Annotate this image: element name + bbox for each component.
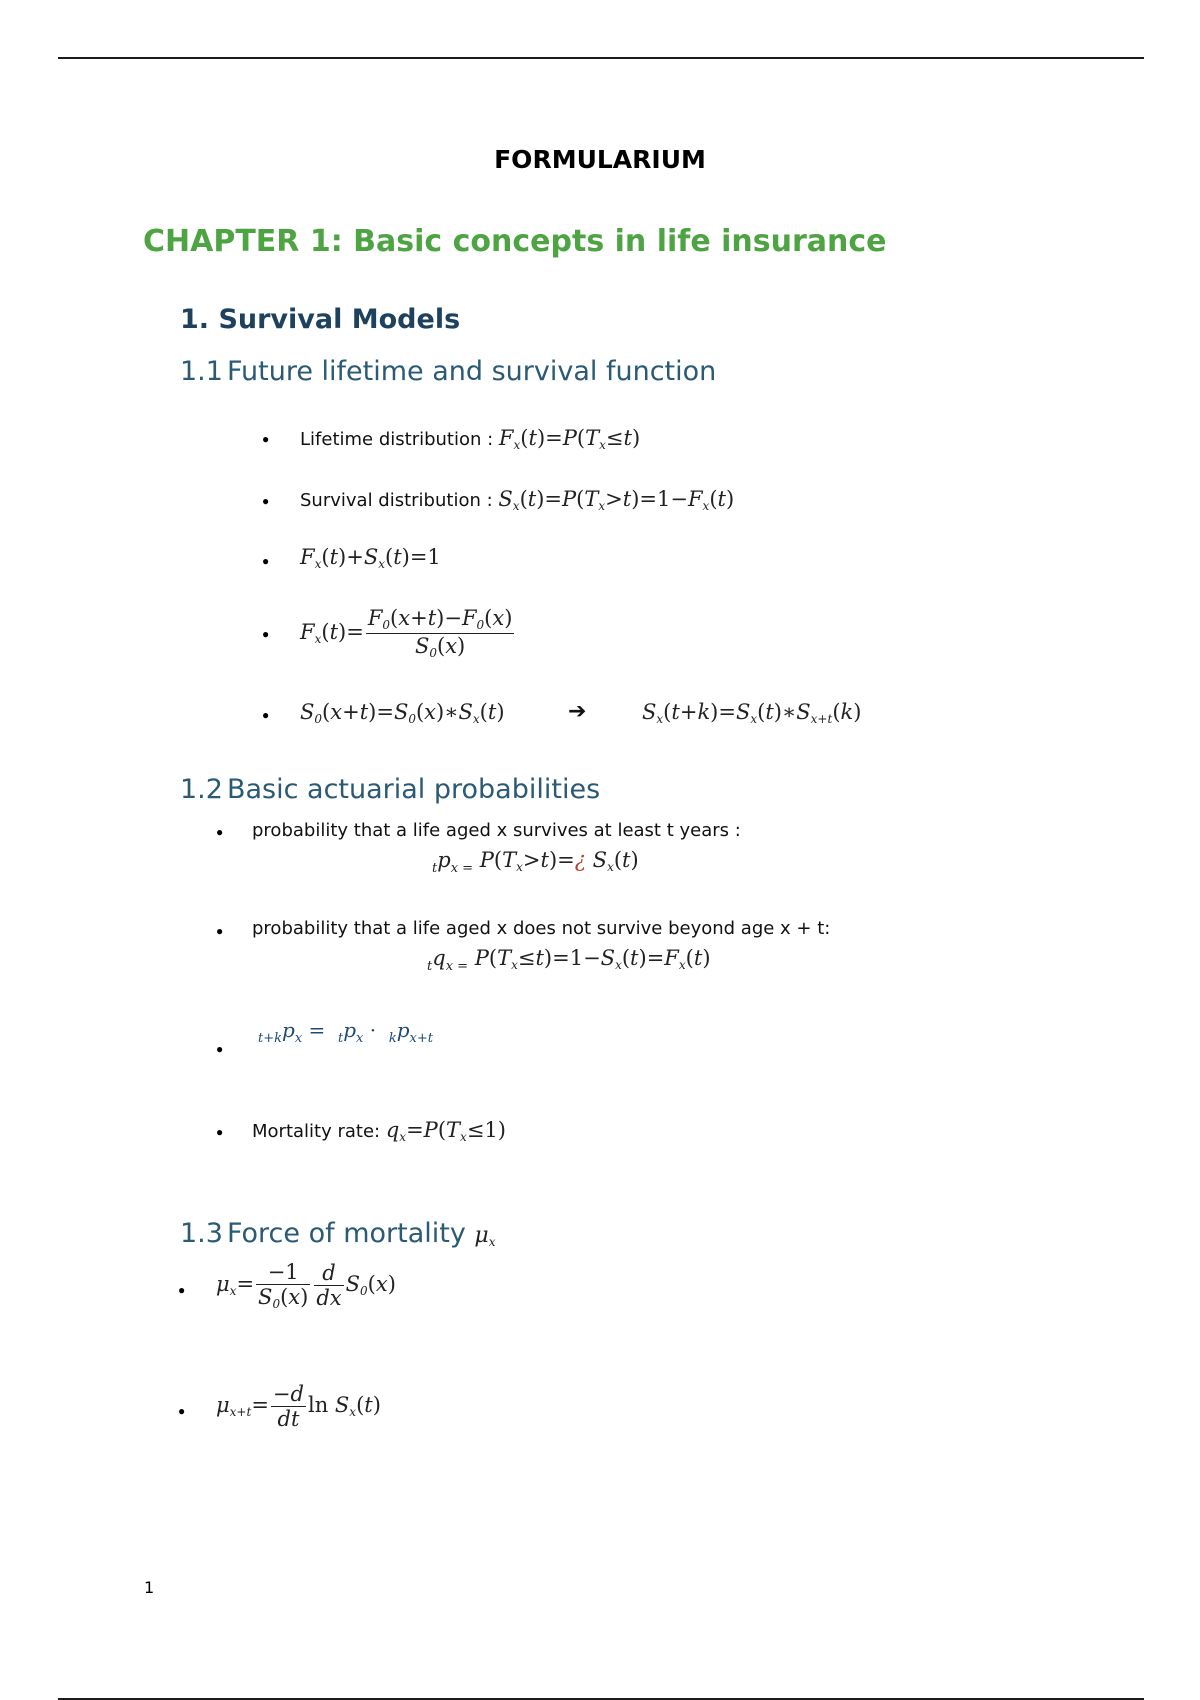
multiplication-rule-formula: $_{t+k}p_x = _tp_x \cdot _kp_{x+t}$ [258,1018,433,1046]
lifetime-distribution-item [300,426,640,452]
item-label: Mortality rate: [252,1121,386,1142]
subsection-number: 1.3 [180,1218,223,1249]
formula: $S_0(x+t)=S_0(x)∗S_x(t)$ [300,700,505,726]
top-rule [58,57,1144,59]
section-heading: 1. Survival Models [180,304,461,335]
bullet-icon [178,1404,185,1418]
subsection-heading-1-3 [180,1218,496,1249]
bullet-icon [262,432,269,446]
fraction: $\frac{F_0(x+t)-F_0(x)}{S_0(x)}$ [367,606,513,660]
survival-distribution-item [300,487,734,513]
bullet-icon [262,494,269,508]
mu-symbol: $\mu_x$ [474,1223,496,1249]
conditional-lifetime-item [300,606,516,661]
item-label: Survival distribution : [300,490,499,511]
formula: $F_x(t)+S_x(t)=1$ [300,545,441,571]
survival-product-item-2 [642,700,861,726]
bullet-icon [216,825,223,839]
survival-probability-text: probability that a life aged x survives at least t years : [252,820,741,841]
subsection-heading-1-1 [180,356,716,387]
bullet-icon [216,1125,223,1139]
force-of-mortality-formula [216,1260,396,1312]
formula: $S_x(t+k)=S_x(t)∗S_{x+t}(k)$ [642,700,862,726]
formula: $\mu_{x+t}=$ $\frac{-d}{dt}$ $\ln S_x(t)$ [216,1382,381,1432]
item-label: Lifetime distribution : [300,429,499,450]
bullet-icon [216,924,223,938]
death-probability-formula: $_tq_{x =}$ $P(T_x\le t)=1-S_x(t)=F_x(t)$ [427,946,711,974]
bullet-icon [262,627,269,641]
force-of-mortality-log-formula [216,1382,381,1431]
mortality-rate-item [252,1118,506,1144]
subsection-heading-1-2 [180,774,600,805]
subsection-number: 1.1 [180,356,223,387]
formula: $F_x(t)=P(T_x\le t)$ [498,426,641,452]
death-probability-text: probability that a life aged x does not survive beyond age x + t: [252,918,831,939]
bullet-icon [178,1283,185,1297]
formula: $S_x(t)=P(T_x>t)=1-F_x(t)$ [498,487,735,513]
bullet-icon [216,1042,223,1056]
survival-probability-formula: $_tp_{x =}$ $P(T_x>t)=¿$ $S_x(t)$ [432,848,639,876]
page-number: 1 [144,1578,155,1597]
implies-arrow-icon: ➔ [568,699,587,724]
subsection-number: 1.2 [180,774,223,805]
subsection-label: Future lifetime and survival function [226,356,717,387]
sum-identity-item [300,545,441,571]
bullet-icon [262,554,269,568]
formula: $\mu_x=$ $\frac{-1}{S_0(x)}$ $\frac{d}{dx}$ $S_0(x)$ [216,1260,396,1312]
survival-product-item [300,700,505,726]
chapter-heading: CHAPTER 1: Basic concepts in life insurance [143,224,887,259]
subsection-label: Basic actuarial probabilities [226,774,601,805]
subsection-label: Force of mortality [226,1218,466,1249]
document-title: FORMULARIUM [494,145,706,174]
bullet-icon [262,708,269,722]
formula: $F_x(t)=$ $\frac{F_0(x+t)-F_0(x)}{S_0(x)}$ [300,606,513,660]
formula: $q_x=P(T_x\le 1)$ [385,1118,506,1144]
